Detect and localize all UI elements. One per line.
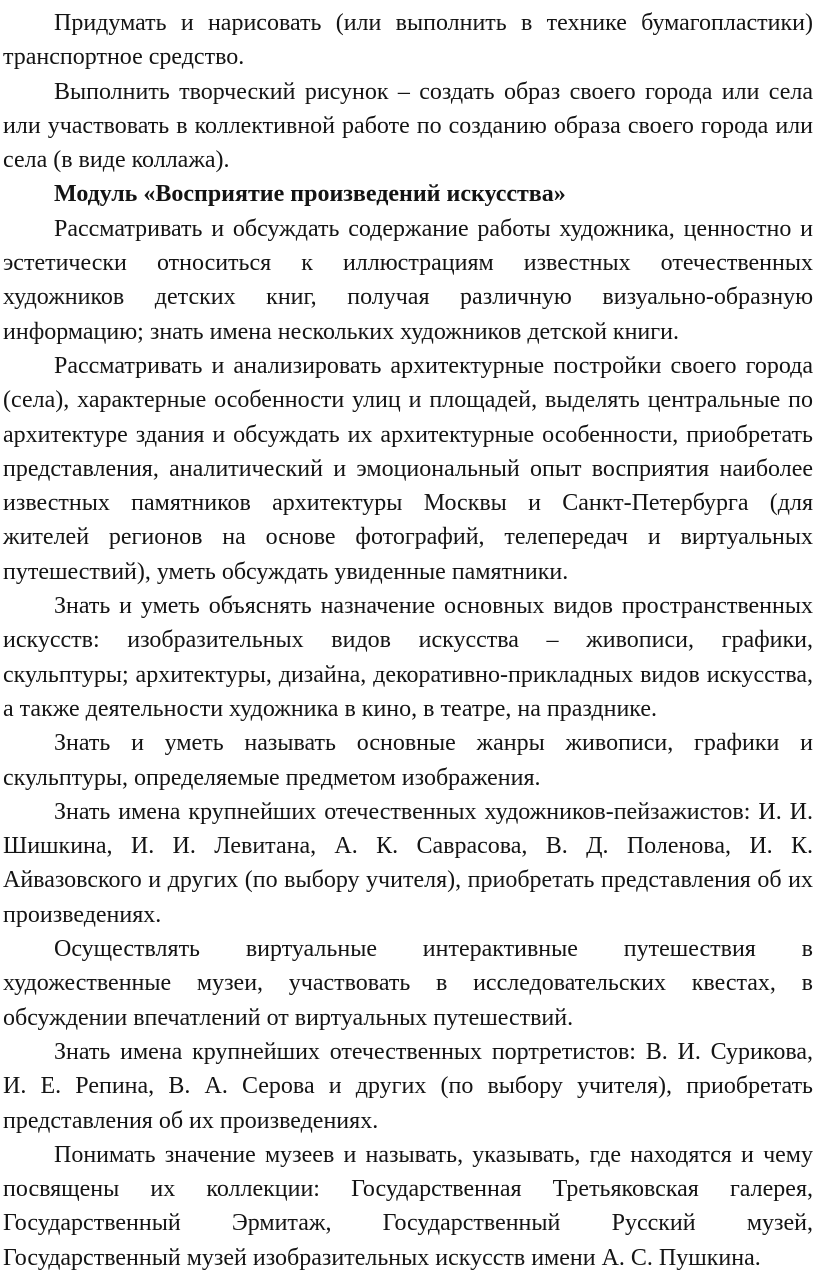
paragraph-portraitists: Знать имена крупнейших отечественных портретистов: В. И. Сурикова, И. Е. Репина, В. А. Серова и других (по выбору учителя), приобретать представления об их произведениях. <box>3 1038 813 1134</box>
paragraph-virtual-museums: Осуществлять виртуальные интерактивные путешествия в художественные музеи, участвовать в исследовательских квестах, в обсуждении впечатлений от виртуальных путешествий. <box>3 936 813 1031</box>
module-heading: Модуль «Восприятие произведений искусства» <box>54 181 566 208</box>
paragraph-transport: Придумать и нарисовать (или выполнить в технике бумагопластики) транспортное средство. <box>3 10 813 71</box>
paragraph-architecture: Рассматривать и анализировать архитектурные постройки своего города (села), характерные особенности улиц и площадей, выделять центральные по архитектуре здания и обсуждать их архитектурные особенности, приобретать представления, аналитический и эмоциональный опыт восприятия наиболее известных памятников архитектуры Москвы и Санкт-Петербурга (для жителей регионов на основе фотографий, телепередач и виртуальных путешествий), уметь обсуждать увиденные памятники. <box>3 352 813 585</box>
paragraph-art-types: Знать и уметь объяснять назначение основных видов пространственных искусств: изобразительных видов искусства – живописи, графики, скульптуры; архитектуры, дизайна, декоративно-прикладных видов искусства, а также деятельности художника в кино, в театре, на празднике. <box>3 593 813 722</box>
paragraph-landscape-painters: Знать имена крупнейших отечественных художников-пейзажистов: И. И. Шишкина, И. И. Левитана, А. К. Саврасова, В. Д. Поленова, И. К. Айвазовского и других (по выбору учителя), приобретать представления об их произведениях. <box>3 798 813 928</box>
paragraph-city-image: Выполнить творческий рисунок – создать образ своего города или села или участвовать в коллективной работе по созданию образа своего города или села (в виде коллажа). <box>3 78 813 174</box>
paragraph-illustrators: Рассматривать и обсуждать содержание работы художника, ценностно и эстетически относиться к иллюстрациям известных отечественных художников детских книг, получая различную визуально-образную информацию; знать имена нескольких художников детской книги. <box>3 215 813 345</box>
paragraph-museums: Понимать значение музеев и называть, указывать, где находятся и чему посвящены их коллекции: Государственная Третьяковская галерея, Государственный Эрмитаж, Государственный Русский музей, Государственный музей изобразительных искусств имени А. С. Пушкина. <box>3 1141 813 1271</box>
paragraph-genres: Знать и уметь называть основные жанры живописи, графики и скульптуры, определяемые предметом изображения. <box>3 730 813 791</box>
